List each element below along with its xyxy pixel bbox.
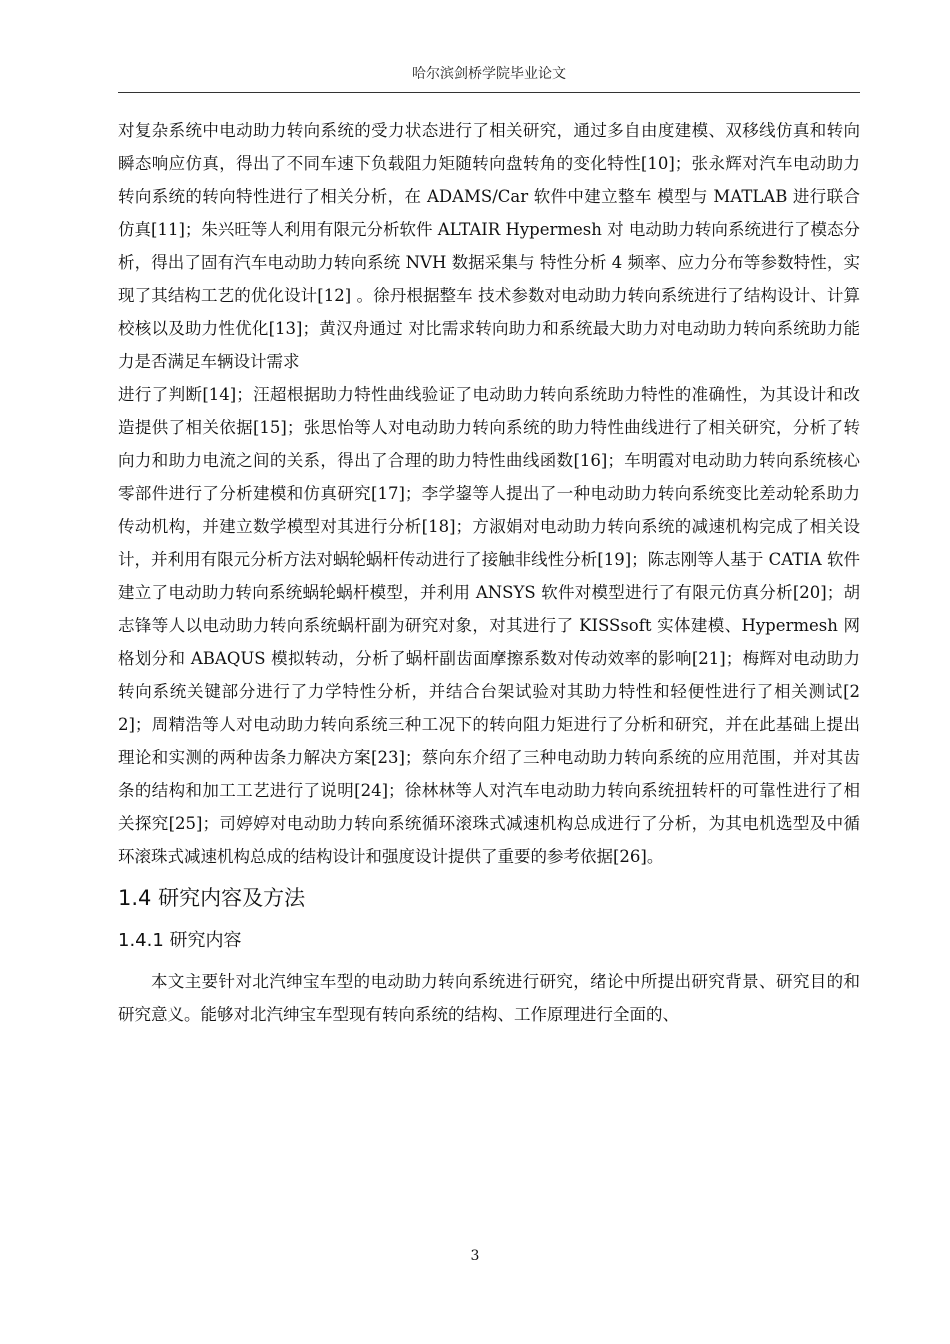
page-header: 哈尔滨剑桥学院毕业论文 [412,66,566,82]
subsection-heading: 1.4.1 研究内容 [118,930,242,951]
body-paragraph-2: 进行了判断[14]；汪超根据助力特性曲线验证了电动助力转向系统助力特性的准确性，为其设计和改造提供了相关依据[15]；张思怡等人对电动助力转向系统的助力特性曲线进行了相关研究，分析了转向力和助力电流之间的关系，得出了合理的助力特性曲线函数[16]；车明霞对电动助力转向系统核心零部件进行了分析建模和仿真研究[17]；李学鋆等人提出了一种电动助力转向系统变比差动轮系助力传动机构，并建立数学模型对其进行分析[18]；方淑娟对电动助力转向系统的减速机构完成了相关设计，并利用有限元分析方法对蜗轮蜗杆传动进行了接触非线性分析[19]；陈志刚等人基于 CATIA 软件建立了电动助力转向系统蜗轮蜗杆模型，并利用 ANSYS 软件对模型进行了有限元仿真分析[20]；胡志锋等人以电动助力转向系统蜗杆副为研究对象，对其进行了 KISSsoft 实体建模、Hypermesh 网格划分和 ABAQUS 模拟转动，分析了蜗杆副齿面摩擦系数对传动效率的影响[21]；梅辉对电动助力转向系统关键部分进行了力学特性分析，并结合台架试验对其助力特性和轻便性进行了相关测试[22]；周精浩等人对电动助力转向系统三种工况下的转向阻力矩进行了分析和研究，并在此基础上提出理论和实测的两种齿条力解决方案[23]；蔡向东介绍了三种电动助力转向系统的应用范围，并对其齿条的结构和加工工艺进行了说明[24]；徐林林等人对汽车电动助力转向系统扭转杆的可靠性进行了相关探究[25]；司婷婷对电动助力转向系统循环滚珠式减速机构总成进行了分析，为其电机选型及中循环滚珠式减速机构总成的结构设计和强度设计提供了重要的参考依据[26]。 [118,385,860,866]
body-paragraph-1: 对复杂系统中电动助力转向系统的受力状态进行了相关研究，通过多自由度建模、双移线仿真和转向瞬态响应仿真，得出了不同车速下负载阻力矩随转向盘转角的变化特性[10]；张永辉对汽车电动助力转向系统的转向特性进行了相关分析，在 ADAMS/Car 软件中建立整车 模型与 MATLAB 进行联合仿真[11]；朱兴旺等人利用有限元分析软件 ALTAIR Hypermesh 对 电动助力转向系统进行了模态分析，得出了固有汽车电动助力转向系统 NVH 数据采集与 特性分析 4 频率、应力分布等参数特性，实现了其结构工艺的优化设计[12] 。徐丹根据整车 技术参数对电动助力转向系统进行了结构设计、计算校核以及助力性优化[13]；黄汉舟通过 对比需求转向助力和系统最大助力对电动助力转向系统助力能力是否满足车辆设计需求 [118,121,860,371]
page-body [118,114,860,1031]
page-number: 3 [470,1248,480,1264]
body-paragraph-3: 本文主要针对北汽绅宝车型的电动助力转向系统进行研究，绪论中所提出研究背景、研究目的和研究意义。能够对北汽绅宝车型现有转向系统的结构、工作原理进行全面的、 [118,972,860,1024]
header-divider [118,92,860,93]
section-heading: 1.4 研究内容及方法 [118,886,306,910]
